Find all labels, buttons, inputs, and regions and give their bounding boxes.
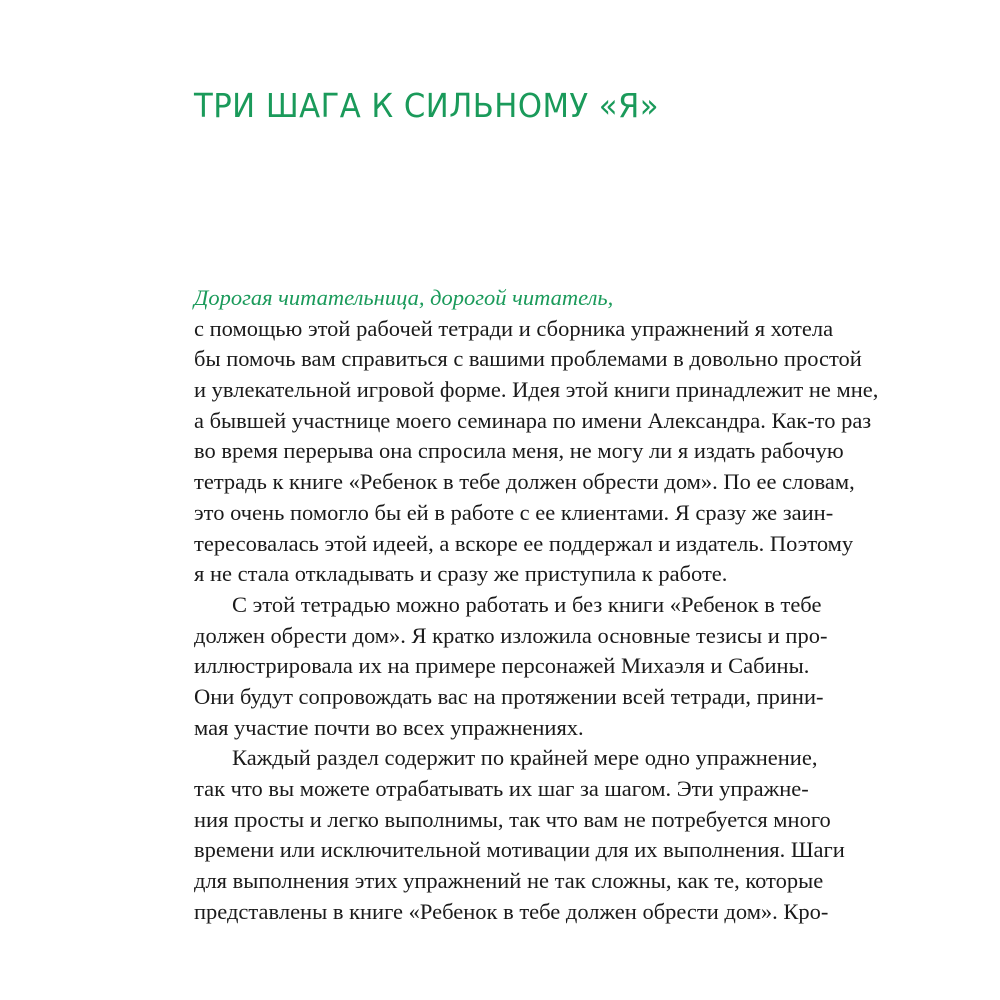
text-line: я не стала откладывать и сразу же приступила к работе. [194,561,728,587]
text-line: во время перерыва она спросила меня, не могу ли я издать рабочую [194,438,844,464]
text-line: для выполнения этих упражнений не так сложны, как те, которые [194,868,824,894]
text-line: мая участие почти во всех упражнениях. [194,714,584,740]
text-line: а бывшей участнице моего семинара по имени Александра. Как-то раз [194,407,872,433]
text-line: С этой тетрадью можно работать и без книги «Ребенок в тебе [232,591,822,617]
text-line: тетрадь к книге «Ребенок в тебе должен обрести дом». По ее словам, [194,469,855,495]
text-line: с помощью этой рабочей тетради и сборника упражнений я хотела [194,315,834,341]
greeting: Дорогая читательница, дорогой читатель, [194,285,614,310]
chapter-title: ТРИ ШАГА К СИЛЬНОМУ «Я» [194,86,660,125]
text-line: и увлекательной игровой форме. Идея этой книги принадлежит не мне, [194,377,879,403]
text-line: иллюстрировала их на примере персонажей Михаэля и Сабины. [194,653,810,679]
text-line: ния просты и легко выполнимы, так что вам не потребуется много [194,806,831,832]
paragraph-3 [194,743,845,927]
text-line: это очень помогло бы ей в работе с ее клиентами. Я сразу же заин- [194,499,834,525]
text-line: Каждый раздел содержит по крайней мере одно упражнение, [232,745,818,771]
text-line: тересовалась этой идеей, а вскоре ее поддержал и издатель. Поэтому [194,530,854,556]
text-line: бы помочь вам справиться с вашими проблемами в довольно простой [194,346,862,372]
paragraph-1 [194,314,879,590]
text-line: должен обрести дом». Я кратко изложила основные тезисы и про- [194,622,828,648]
paragraph-2 [194,590,828,743]
text-line: так что вы можете отрабатывать их шаг за шагом. Эти упражне- [194,776,809,801]
body-text [194,283,879,927]
text-line: представлены в книге «Ребенок в тебе должен обрести дом». Кро- [194,898,829,924]
text-line: времени или исключительной мотивации для их выполнения. Шаги [194,837,845,863]
text-line: Они будут сопровождать вас на протяжении всей тетради, прини- [194,683,824,709]
